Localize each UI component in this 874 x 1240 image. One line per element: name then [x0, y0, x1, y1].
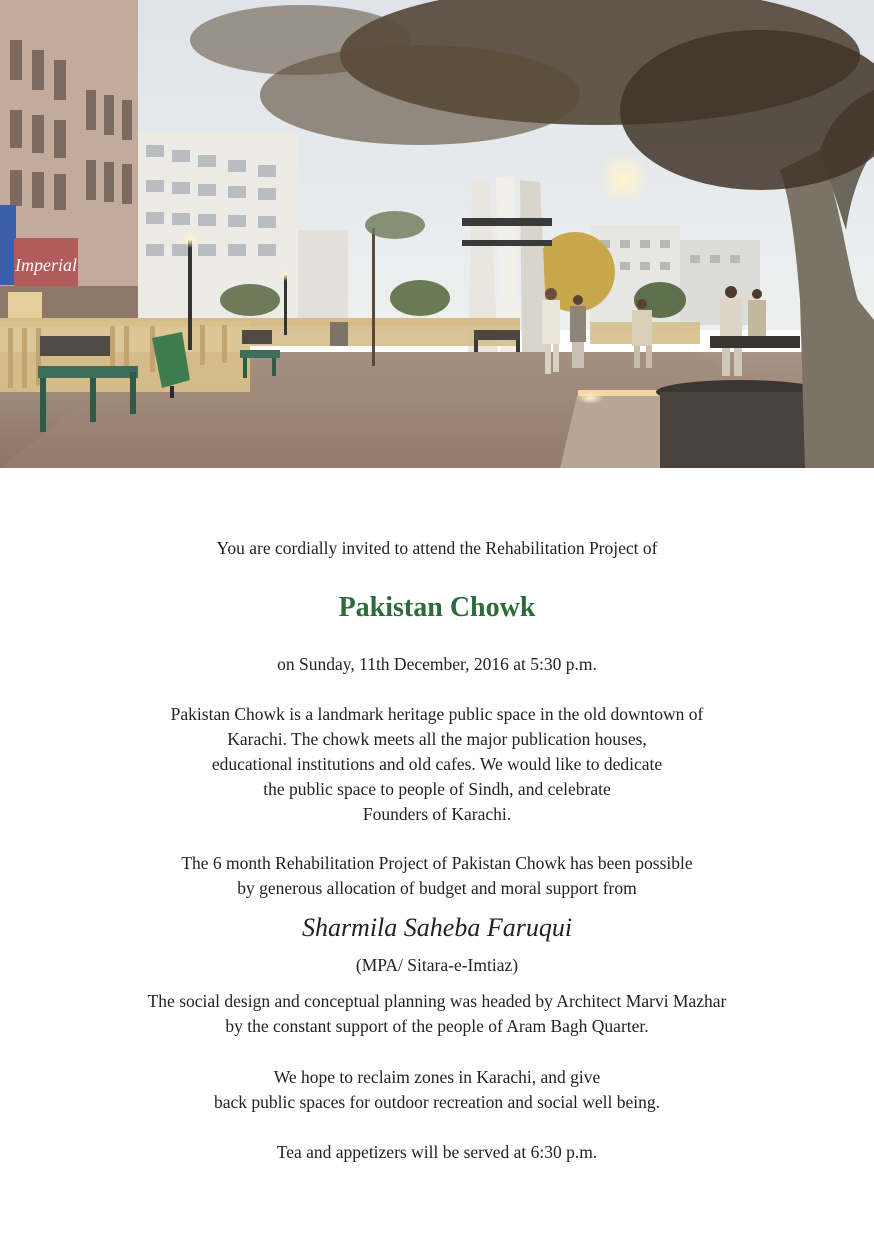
honoree-title: (MPA/ Sitara-e-Imtiaz) — [355, 955, 519, 975]
storefront-sign-text: Imperial — [15, 255, 77, 275]
support-line: by generous allocation of budget and moral support from — [237, 878, 637, 898]
closing-note: Tea and appetizers will be served at 6:30 p.m. — [276, 1142, 598, 1162]
intro-text: You are cordially invited to attend the Rehabilitation Project of — [216, 538, 658, 558]
design-line: by the constant support of the people of Aram Bagh Quarter. — [225, 1016, 649, 1036]
description-line: the public space to people of Sindh, and celebrate — [263, 779, 611, 799]
left-building — [0, 0, 138, 322]
description-line: Pakistan Chowk is a landmark heritage public space in the old downtown of — [170, 704, 704, 724]
hope-line: back public spaces for outdoor recreation and social well being. — [213, 1092, 661, 1112]
design-line: The social design and conceptual planning was headed by Architect Marvi Mazhar — [147, 991, 727, 1011]
header-photo — [0, 0, 874, 468]
event-date: on Sunday, 11th December, 2016 at 5:30 p.m. — [277, 654, 597, 674]
description-line: educational institutions and old cafes. We would like to dedicate — [211, 754, 663, 774]
hope-line: We hope to reclaim zones in Karachi, and give — [273, 1067, 601, 1087]
honoree-name: Sharmila Saheba Faruqui — [301, 913, 573, 942]
support-line: The 6 month Rehabilitation Project of Pakistan Chowk has been possible — [181, 853, 693, 873]
description-line: Karachi. The chowk meets all the major publication houses, — [227, 729, 647, 749]
page-title: Pakistan Chowk — [338, 592, 536, 623]
description-line: Founders of Karachi. — [362, 804, 512, 824]
